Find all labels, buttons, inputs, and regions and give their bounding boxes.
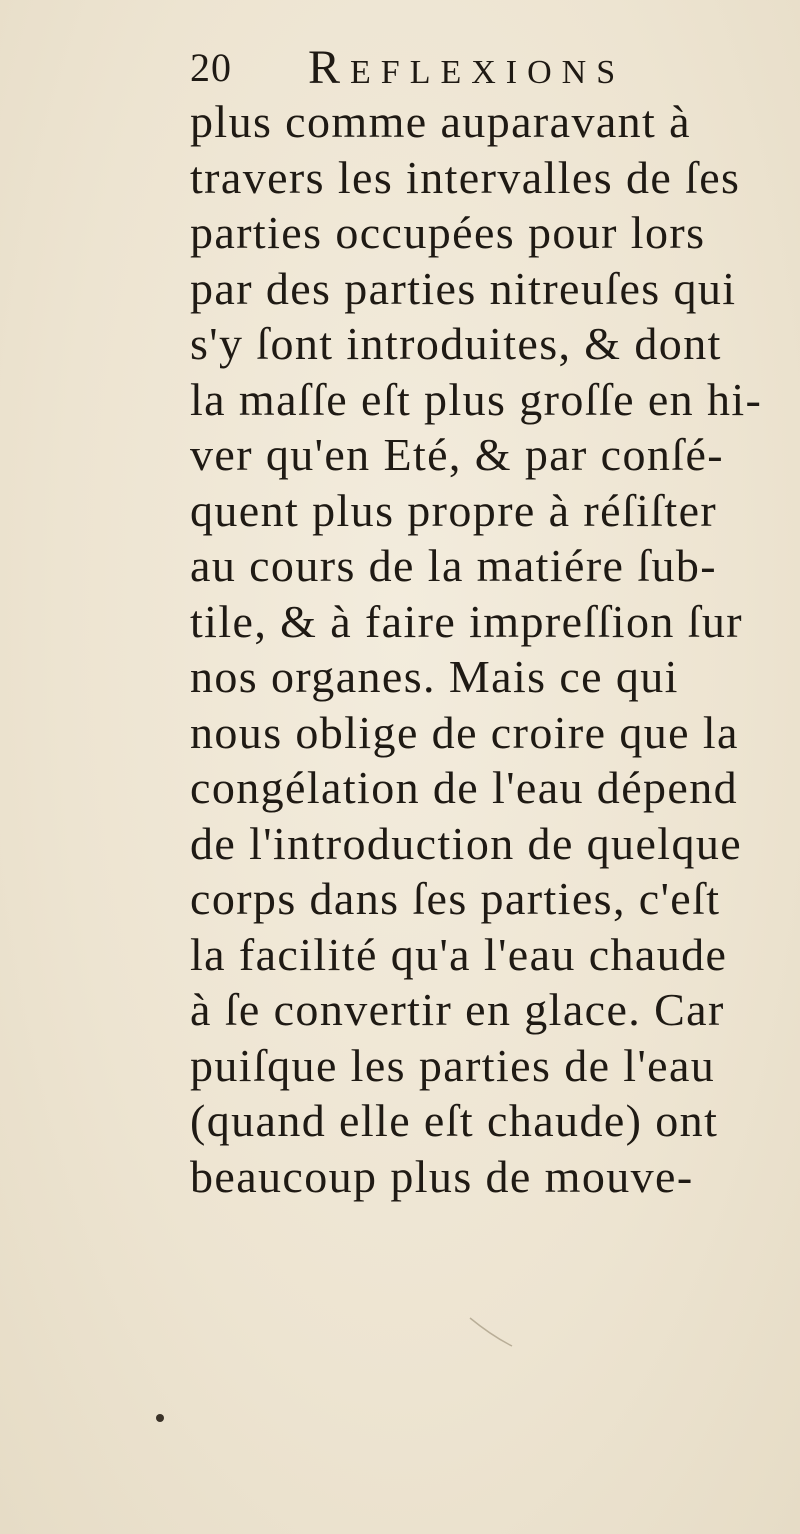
text-line: quent plus propre à réſiſter	[190, 484, 718, 536]
body-text	[190, 94, 790, 1204]
paper-crease-mark	[470, 1318, 512, 1346]
text-line: de l'introduction de quelque	[190, 817, 743, 869]
running-title: Reflexions	[308, 41, 626, 94]
text-line: travers les intervalles de ſes	[190, 151, 741, 203]
page-number: 20	[190, 45, 232, 90]
text-line: tile, & à faire impreſſion ſur	[190, 595, 743, 647]
text-line: nous oblige de croire que la	[190, 706, 739, 758]
text-line: congélation de l'eau dépend	[190, 762, 739, 813]
text-line: par des parties nitreuſes qui	[190, 262, 737, 314]
text-line: s'y ſont introduites, & dont	[190, 318, 722, 369]
text-line: parties occupées pour lors	[190, 207, 706, 258]
text-line: la facilité qu'a l'eau chaude	[190, 928, 728, 980]
page-header	[190, 40, 750, 100]
text-line: ver qu'en Eté, & par conſé-	[190, 429, 724, 480]
text-line: à ſe convertir en glace. Car	[190, 984, 725, 1035]
text-line: au cours de la matiére ſub-	[190, 540, 717, 591]
text-line: beaucoup plus de mouve-	[190, 1150, 694, 1202]
text-line: puiſque les parties de l'eau	[190, 1039, 716, 1091]
text-line: nos organes. Mais ce qui	[190, 651, 679, 702]
ink-speck	[156, 1414, 164, 1422]
text-line: corps dans ſes parties, c'eſt	[190, 873, 721, 924]
text-line: plus comme auparavant à	[190, 96, 691, 147]
text-line: (quand elle eſt chaude) ont	[190, 1095, 719, 1146]
text-line: la maſſe eſt plus groſſe en hi-	[190, 373, 763, 425]
